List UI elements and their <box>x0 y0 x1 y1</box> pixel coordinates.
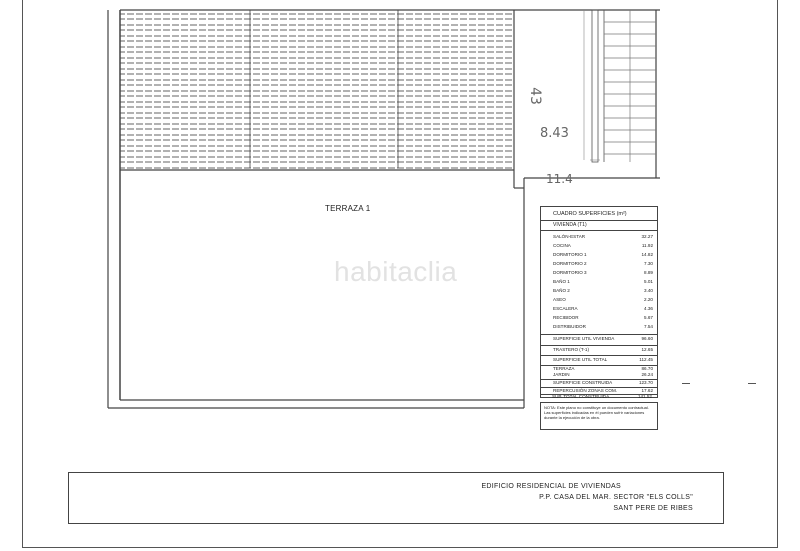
project-location: P.P. CASA DEL MAR. SECTOR "ELS COLLS" <box>539 494 693 501</box>
table-row-repercusion: REPERCUSIÓN ZONAS COM. 17.62 <box>553 388 653 393</box>
table-row: DISTRIBUIDOR 7.54 <box>553 324 653 329</box>
project-town: SANT PERE DE RIBES <box>613 505 693 512</box>
table-subtitle: VIVIENDA (T1) <box>553 222 587 228</box>
table-subheader <box>541 220 657 231</box>
table-divider <box>541 355 657 356</box>
surfaces-table <box>540 206 658 398</box>
table-row: RECIBIDOR 5.67 <box>553 315 653 320</box>
handwritten-note: 8.43 <box>540 126 569 141</box>
table-row-util-vivienda: SUPERFICIE UTIL VIVIENDA 96.60 <box>553 336 653 341</box>
mark <box>682 383 690 384</box>
table-row: COCINA 11.92 <box>553 243 653 248</box>
table-row-total: SUP. TOTAL CONSTRUIDA 141.52 <box>552 394 652 399</box>
project-name: EDIFICIO RESIDENCIAL DE VIVIENDAS <box>481 483 621 490</box>
table-row-jardin: JARDIN 26.24 <box>553 372 653 377</box>
table-row-util-total: SUPERFICIE UTIL TOTAL 112.45 <box>553 357 653 362</box>
table-header <box>541 207 657 221</box>
pergola-hatch <box>120 10 514 170</box>
table-row: ASEO 2.20 <box>553 297 653 302</box>
room-label-terraza: TERRAZA 1 <box>325 204 371 213</box>
watermark-logo: habitaclia <box>334 256 458 287</box>
title-block <box>68 472 724 524</box>
table-row-construida: SUPERFICIE CONSTRUIDA 123.70 <box>553 380 653 385</box>
table-row: DORMITORIO 3 8.89 <box>553 270 653 275</box>
table-row-trastero: TRASTERO (T-1) 12.65 <box>553 347 653 352</box>
table-row: SALÓN-ESTAR 32.27 <box>553 234 653 239</box>
mark <box>748 383 756 384</box>
table-row: ESCALERA 4.36 <box>553 306 653 311</box>
table-divider <box>541 345 657 346</box>
table-row: BAÑO 2 3.40 <box>553 288 653 293</box>
handwritten-note: 43 <box>526 87 543 105</box>
disclaimer-note: NOTA: Este plano no constituye un documento contractual. Las superficies indicadas en él pueden sufrir variaciones durante la ejecución de la obra. <box>540 402 658 430</box>
table-row: BAÑO 1 5.01 <box>553 279 653 284</box>
table-row: DORMITORIO 2 7.30 <box>553 261 653 266</box>
table-title: CUADRO SUPERFICIES (m²) <box>553 211 627 217</box>
handwritten-note: 11.4 <box>546 172 573 186</box>
table-divider <box>541 334 657 335</box>
table-row-terraza: TERRAZA 86.70 <box>553 366 653 371</box>
table-row: DORMITORIO 1 14.82 <box>553 252 653 257</box>
